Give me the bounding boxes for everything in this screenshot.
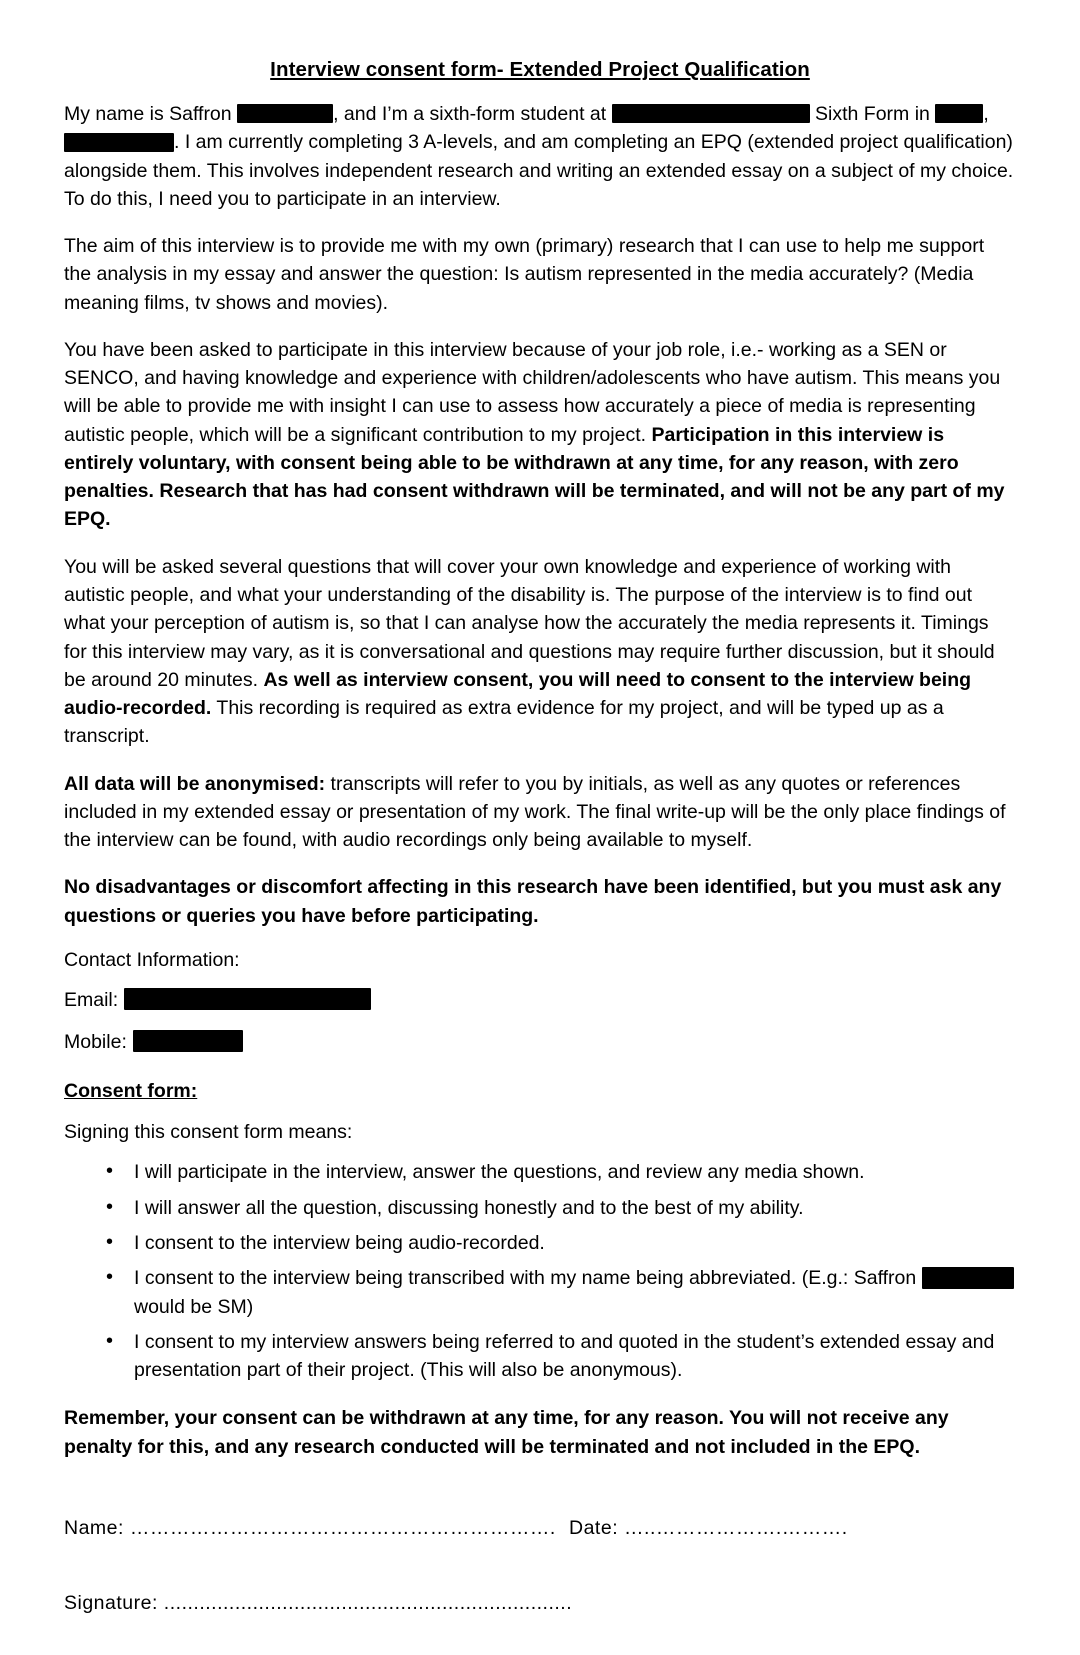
questions-bold-text: As well as interview consent, you will need to consent to the interview being audio-recorded. bbox=[64, 668, 972, 720]
why-asked-bold-text: Participation in this interview is entirely voluntary, with consent being able to be withdrawn at any time, for any reason, with zero penalties. Research that has had consent withdrawn will be terminated, and will not be any part of my EPQ. bbox=[64, 423, 1005, 531]
signature-field-line[interactable]: Signature: ..................................................................... bbox=[64, 1591, 573, 1614]
paragraph-why-asked bbox=[64, 336, 1016, 534]
redaction-email-address bbox=[124, 988, 371, 1010]
intro-text-part-1: My name is Saffron bbox=[64, 103, 232, 125]
list-item: • I consent to the interview being audio-recorded. bbox=[106, 1229, 1016, 1257]
list-item bbox=[106, 1264, 1016, 1321]
consent-items-list bbox=[64, 1158, 1016, 1384]
redaction-town bbox=[935, 104, 983, 123]
redaction-school-name bbox=[612, 104, 810, 123]
questions-normal-text-1: You will be asked several questions that will cover your own knowledge and experience of working with autistic people, and what your understanding of the disability is. The purpose of the interview is to find out what your perception of autism is, so that I can analyse how the accurately the media represents it. Timings for this interview may vary, as it is conversational and questions may require further discussion, but it should be around 20 minutes. bbox=[64, 555, 995, 691]
redaction-county bbox=[64, 133, 174, 152]
consent-form-heading: Consent form: bbox=[64, 1080, 198, 1103]
mobile-label: Mobile: bbox=[64, 1031, 127, 1054]
contact-email-row bbox=[64, 986, 1016, 1014]
list-item: • I will answer all the question, discussing honestly and to the best of my ability. bbox=[106, 1194, 1016, 1222]
list-item-text-before: I consent to the interview being transcribed with my name being abbreviated. (E.g.: Saffron bbox=[134, 1267, 917, 1290]
consent-lead-in: Signing this consent form means: bbox=[64, 1121, 353, 1144]
contact-mobile-row bbox=[64, 1028, 1016, 1056]
list-item-text-after: would be SM) bbox=[134, 1295, 254, 1318]
date-field-line[interactable]: Date: …..……………….………. bbox=[569, 1516, 848, 1539]
contact-information-heading: Contact Information: bbox=[64, 948, 240, 971]
why-asked-normal-text: You have been asked to participate in this interview because of your job role, i.e.- working as a SEN or SENCO, and having knowledge and experience with children/adolescents who have autism. This means you will be able to provide me with insight I can use to assess how accurately a piece of media is representing autistic people, which will be a significant contribution to my project. bbox=[64, 338, 1001, 446]
intro-text-part-3: Sixth Form in bbox=[815, 103, 930, 125]
page-title: Interview consent form- Extended Project Qualification bbox=[270, 58, 810, 81]
redaction-example-surname bbox=[922, 1267, 1014, 1289]
list-item: • I consent to my interview answers being referred to and quoted in the student’s extended essay and presentation part of their project. (This will also be anonymous). bbox=[106, 1328, 1016, 1385]
paragraph-anonymised bbox=[64, 770, 1016, 855]
paragraph-no-disadvantages: No disadvantages or discomfort affecting in this research have been identified, but you must ask any questions or queries you have before participating. bbox=[64, 876, 1002, 927]
name-field-line[interactable]: Name: ………………………………………………………. bbox=[64, 1516, 556, 1539]
questions-normal-text-2: This recording is required as extra evidence for my project, and will be typed up as a transcript. bbox=[64, 697, 944, 748]
list-item: • I will participate in the interview, answer the questions, and review any media shown. bbox=[106, 1158, 1016, 1186]
anonymised-normal-text: transcripts will refer to you by initials, as well as any quotes or references included in my extended essay or presentation of my work. The final write-up will be the only place findings of the interview can be found, with audio recordings only being available to myself. bbox=[64, 772, 1006, 852]
paragraph-questions bbox=[64, 553, 1016, 751]
paragraph-aim: The aim of this interview is to provide me with my own (primary) research that I can use to help me support the analysis in my essay and answer the question: Is autism represented in the media accurately? (Media meaning films, tv shows and movies). bbox=[64, 235, 985, 314]
redaction-surname bbox=[237, 104, 333, 123]
email-label: Email: bbox=[64, 988, 119, 1011]
consent-withdrawal-reminder: Remember, your consent can be withdrawn at any time, for any reason. You will not receive any penalty for this, and any research conducted will be terminated and not included in the EPQ. bbox=[64, 1407, 949, 1458]
name-date-row bbox=[64, 1517, 1016, 1540]
redaction-mobile-number bbox=[133, 1030, 243, 1052]
intro-text-part-5: . I am currently completing 3 A-levels, and am completing an EPQ (extended project qualification) alongside them. This involves independent research and writing an extended essay on a subject of my choice. To do this, I need you to participate in an interview. bbox=[64, 131, 1014, 210]
anonymised-bold-text: All data will be anonymised: bbox=[64, 772, 326, 795]
intro-text-part-2: , and I’m a sixth-form student at bbox=[333, 103, 607, 125]
intro-text-part-4: , bbox=[983, 103, 989, 125]
paragraph-introduction bbox=[64, 100, 1016, 213]
